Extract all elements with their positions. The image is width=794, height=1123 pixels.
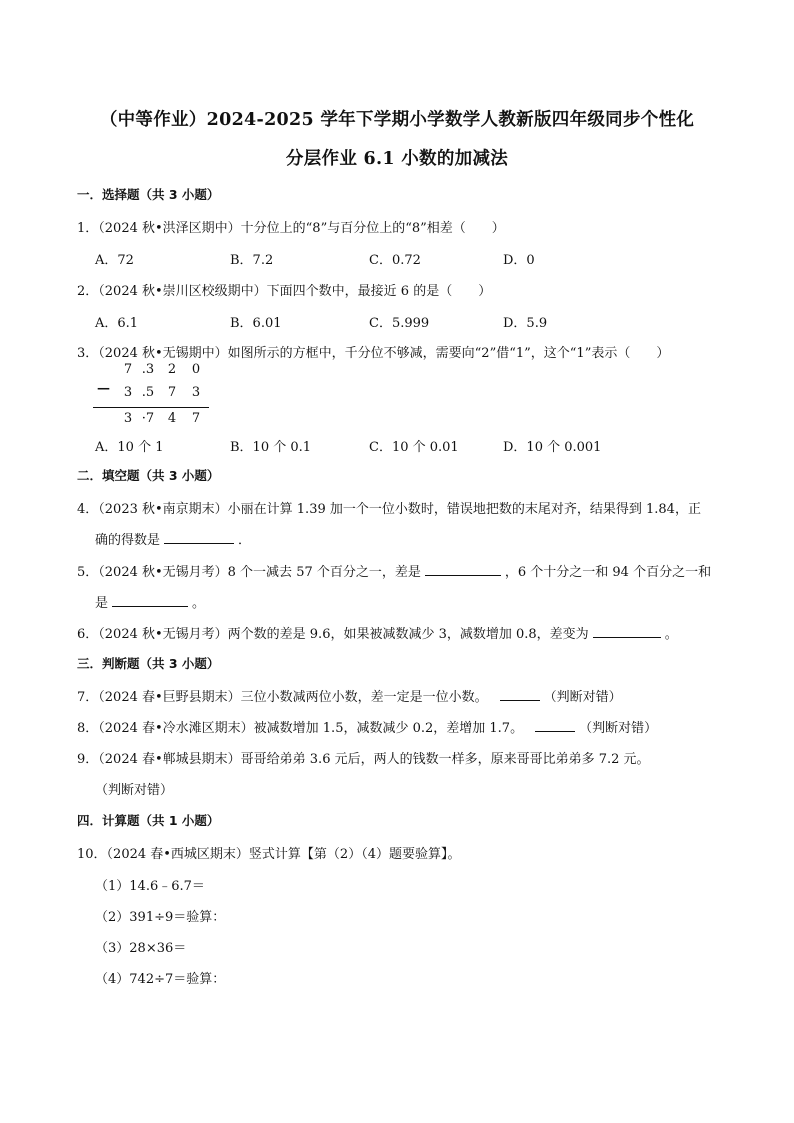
question-5-end: 。 <box>192 596 206 611</box>
question-8-suffix: （判断对错） <box>579 721 658 736</box>
question-5-text: 5．（2024 秋•无锡月考）8 个一减去 57 个百分之一，差是 <box>77 565 421 580</box>
question-1-stem: 1．（2024 秋•洪泽区期中）十分位上的“8”与百分位上的“8”相差（ ） <box>77 221 505 236</box>
option-b[interactable]: B．7.2 <box>230 253 274 268</box>
question-2-stem: 2．（2024 秋•崇川区校级期中）下面四个数中，最接近 6 的是（ ） <box>77 284 492 299</box>
digit: 3 <box>191 385 201 400</box>
answer-blank[interactable] <box>112 593 188 607</box>
answer-blank[interactable] <box>425 562 501 576</box>
digit: 3 <box>123 385 133 400</box>
option-c[interactable]: C．0.72 <box>369 253 421 268</box>
question-4-text: 确的得数是 <box>95 533 161 548</box>
digit: ·7 <box>141 411 155 426</box>
answer-blank[interactable] <box>500 687 540 701</box>
option-d[interactable]: D．0 <box>503 253 535 268</box>
question-3-stem: 3．（2024 秋•无锡期中）如图所示的方框中，千分位不够减，需要向“2”借“1”，这个“1”表示（ ） <box>77 346 670 361</box>
option-a[interactable]: A．72 <box>95 253 134 268</box>
question-5-line-2 <box>95 592 205 611</box>
question-4-line-2 <box>95 529 251 548</box>
answer-blank[interactable] <box>535 718 575 732</box>
question-6-end: 。 <box>664 627 678 642</box>
question-5-text-3: 是 <box>95 596 109 611</box>
subtrahend-row <box>93 385 211 403</box>
title-line-2: 分层作业 6.1 小数的加减法 <box>285 149 509 169</box>
result-rule <box>93 407 209 408</box>
question-10-item-4: （4）742÷7＝验算： <box>95 972 226 987</box>
question-9-line-1: 9．（2024 春•郸城县期末）哥哥给弟弟 3.6 元后，两人的钱数一样多，原来哥哥比弟弟多 7.2 元。 <box>77 752 650 767</box>
option-c[interactable]: C．10 个 0.01 <box>369 440 459 455</box>
question-10-stem: 10．（2024 春•西城区期末）竖式计算【第（2）（4）题要验算】。 <box>77 847 461 862</box>
question-8-text: 8．（2024 春•冷水滩区期末）被减数增加 1.5，减数减少 0.2，差增加 1.7。 <box>77 721 524 736</box>
minuend-row <box>93 362 211 380</box>
digit: .5 <box>141 385 155 400</box>
question-6 <box>77 623 678 642</box>
section-heading-choice: 一．选择题（共 3 小题） <box>77 187 220 202</box>
section-heading-judge: 三．判断题（共 3 小题） <box>77 656 220 671</box>
question-9-line-2: （判断对错） <box>95 783 174 798</box>
option-d[interactable]: D．5.9 <box>503 316 548 331</box>
section-heading-calc: 四．计算题（共 1 小题） <box>77 813 220 828</box>
option-a[interactable]: A．6.1 <box>95 316 139 331</box>
question-4-line-1: 4．（2023 秋•南京期末）小丽在计算 1.39 加一个一位小数时，错误地把数的末尾对齐，结果得到 1.84，正 <box>77 502 701 517</box>
question-10-item-3: （3）28×36＝ <box>95 941 187 956</box>
question-5-line-1 <box>77 561 711 580</box>
question-10-item-2: （2）391÷9＝验算： <box>95 910 226 925</box>
question-8 <box>77 717 657 736</box>
digit: 3 <box>123 411 133 426</box>
difference-row <box>93 411 211 429</box>
digit: 2 <box>167 362 177 377</box>
digit: 4 <box>167 411 177 426</box>
question-10-item-1: （1）14.6﹣6.7＝ <box>95 879 205 894</box>
minus-sign: — <box>97 381 110 396</box>
question-4-end: ． <box>238 533 252 548</box>
option-b[interactable]: B．6.01 <box>230 316 282 331</box>
question-7-suffix: （判断对错） <box>543 690 622 705</box>
question-6-text: 6．（2024 秋•无锡月考）两个数的差是 9.6，如果被减数减少 3，减数增加 0.8，差变为 <box>77 627 589 642</box>
question-7-text: 7．（2024 春•巨野县期末）三位小数减两位小数，差一定是一位小数。 <box>77 690 488 705</box>
question-5-text-2: ，6 个十分之一和 94 个百分之一和 <box>504 565 712 580</box>
digit: .3 <box>141 362 155 377</box>
digit: 0 <box>191 362 201 377</box>
digit: 7 <box>167 385 177 400</box>
answer-blank[interactable] <box>593 624 661 638</box>
question-7 <box>77 686 622 705</box>
answer-blank[interactable] <box>164 530 234 544</box>
digit: 7 <box>191 411 201 426</box>
option-a[interactable]: A．10 个 1 <box>95 440 164 455</box>
option-d[interactable]: D．10 个 0.001 <box>503 440 602 455</box>
digit: 7 <box>123 362 133 377</box>
vertical-subtraction-figure <box>93 362 211 432</box>
option-c[interactable]: C．5.999 <box>369 316 430 331</box>
option-b[interactable]: B．10 个 0.1 <box>230 440 312 455</box>
section-heading-fill: 二．填空题（共 3 小题） <box>77 468 220 483</box>
title-line-1: （中等作业）2024-2025 学年下学期小学数学人教新版四年级同步个性化 <box>99 110 695 130</box>
